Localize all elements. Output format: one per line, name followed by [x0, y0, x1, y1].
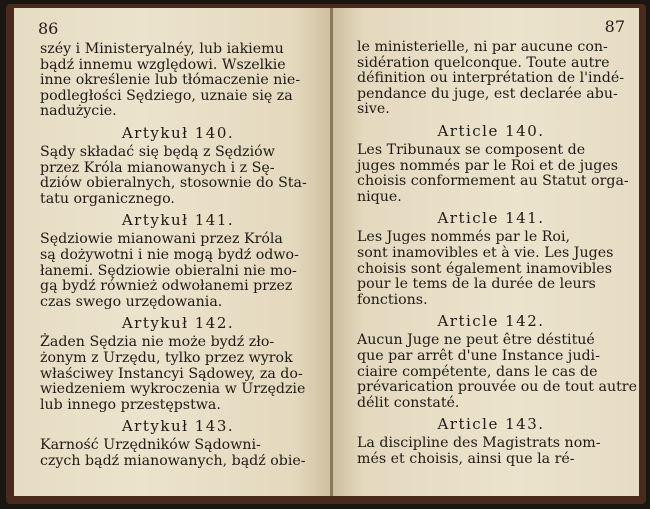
text-line: podległości Sędziego, uznaie się za [40, 87, 293, 104]
text-line: inne określenie lub tłómaczenie nie- [40, 72, 301, 89]
right-page [333, 8, 639, 496]
article-heading: Artykuł 141. [121, 211, 235, 230]
text-line: Les Juges nommés par le Roi, [357, 229, 571, 246]
text-line: sont inamovibles et à vie. Les Juges [357, 244, 614, 261]
text-line: définition ou interprétation de l'indé- [357, 70, 625, 87]
text-line: pour le tems de la durée de leurs [357, 276, 596, 293]
text-line: La discipline des Magistrats nom- [357, 435, 601, 452]
text-line: prévarication prouvée ou de tout autre [357, 379, 637, 396]
text-line: széy i Ministeryalnéy, lub iakiemu [40, 41, 284, 57]
text-line: przez Króla mianowanych i z Sę- [40, 159, 275, 176]
article-heading: Artykuł 142. [121, 314, 235, 333]
text-line: łanemi. Sędziowie obieralni nie mo- [40, 262, 297, 279]
text-line: Sądy składać się będą z Sędziów [40, 143, 275, 160]
text-line: fonctions. [357, 291, 428, 308]
open-book [6, 4, 646, 504]
text-line: dziów obieralnych, stosownie do Sta- [40, 175, 307, 192]
text-line: czych bądź mianowanych, bądź obie- [40, 452, 306, 469]
article-heading: Article 140. [437, 121, 545, 140]
text-line: choisis conformement au Statut orga- [357, 173, 629, 190]
text-line: délit constaté. [357, 394, 460, 411]
paragraph [40, 335, 316, 413]
text-line: są dożywotni i nie mogą bydź odwo- [40, 246, 299, 263]
paragraph [357, 40, 625, 118]
text-line: gą bydź również odwołanemi przez [40, 278, 293, 295]
text-line: Żaden Sędzia nie może bydź zło- [40, 334, 275, 351]
article-heading: Artykuł 143. [121, 417, 235, 436]
article-heading: Article 141. [437, 209, 545, 228]
text-line: Karność Urzędników Sądowni- [40, 437, 261, 454]
text-line: juges nommés par le Roi et de juges [357, 157, 619, 174]
left-page [14, 8, 332, 496]
paragraph [357, 436, 625, 467]
text-line: ciaire compétente, dans le cas de [357, 363, 598, 380]
text-line: le ministerielle, ni par aucune con- [357, 39, 608, 55]
text-line: nadużycie. [40, 103, 117, 120]
page-body [357, 39, 637, 467]
text-line: wiedzeniem wykroczenia w Urzędzie [40, 381, 306, 398]
text-line: sive. [357, 101, 390, 118]
text-line: més et choisis, ainsi que la ré- [357, 450, 575, 467]
text-line: pendance du juge, est declarée abu- [357, 85, 618, 102]
text-line: właściwey Instancyi Sądowey, za do- [40, 365, 303, 382]
text-line: sidération quelconque. Toute autre [357, 54, 610, 71]
paragraph [357, 141, 629, 205]
text-line: bądź innemu względowi. Wszelkie [40, 56, 286, 73]
page-number: 86 [38, 19, 59, 38]
text-line: Les Tribunaux se composent de [357, 141, 586, 158]
text-line: żonym z Urzędu, tylko przez wyrok [40, 349, 293, 366]
text-line: nique. [357, 188, 402, 205]
paragraph [40, 42, 316, 120]
text-line: czas swego urzędowania. [40, 293, 223, 310]
page-body [40, 42, 316, 469]
text-line: choisis sont également inamovibles [357, 260, 612, 277]
text-line: lub innego przestępstwa. [40, 396, 221, 413]
article-heading: Artykuł 140. [121, 123, 235, 142]
text-line: Sędziowie mianowani przez Króla [40, 231, 283, 248]
paragraph [40, 232, 316, 310]
article-heading: Article 143. [437, 415, 545, 434]
article-heading: Article 142. [437, 312, 545, 331]
paragraph [357, 230, 625, 308]
paragraph [40, 438, 316, 469]
page-number: 87 [604, 17, 625, 36]
text-line: Aucun Juge ne peut être déstitué [357, 332, 595, 349]
paragraph [357, 332, 637, 411]
text-line: tatu organicznego. [40, 190, 175, 207]
text-line: que par arrêt d'une Instance judi- [357, 347, 600, 364]
paragraph [40, 145, 316, 207]
